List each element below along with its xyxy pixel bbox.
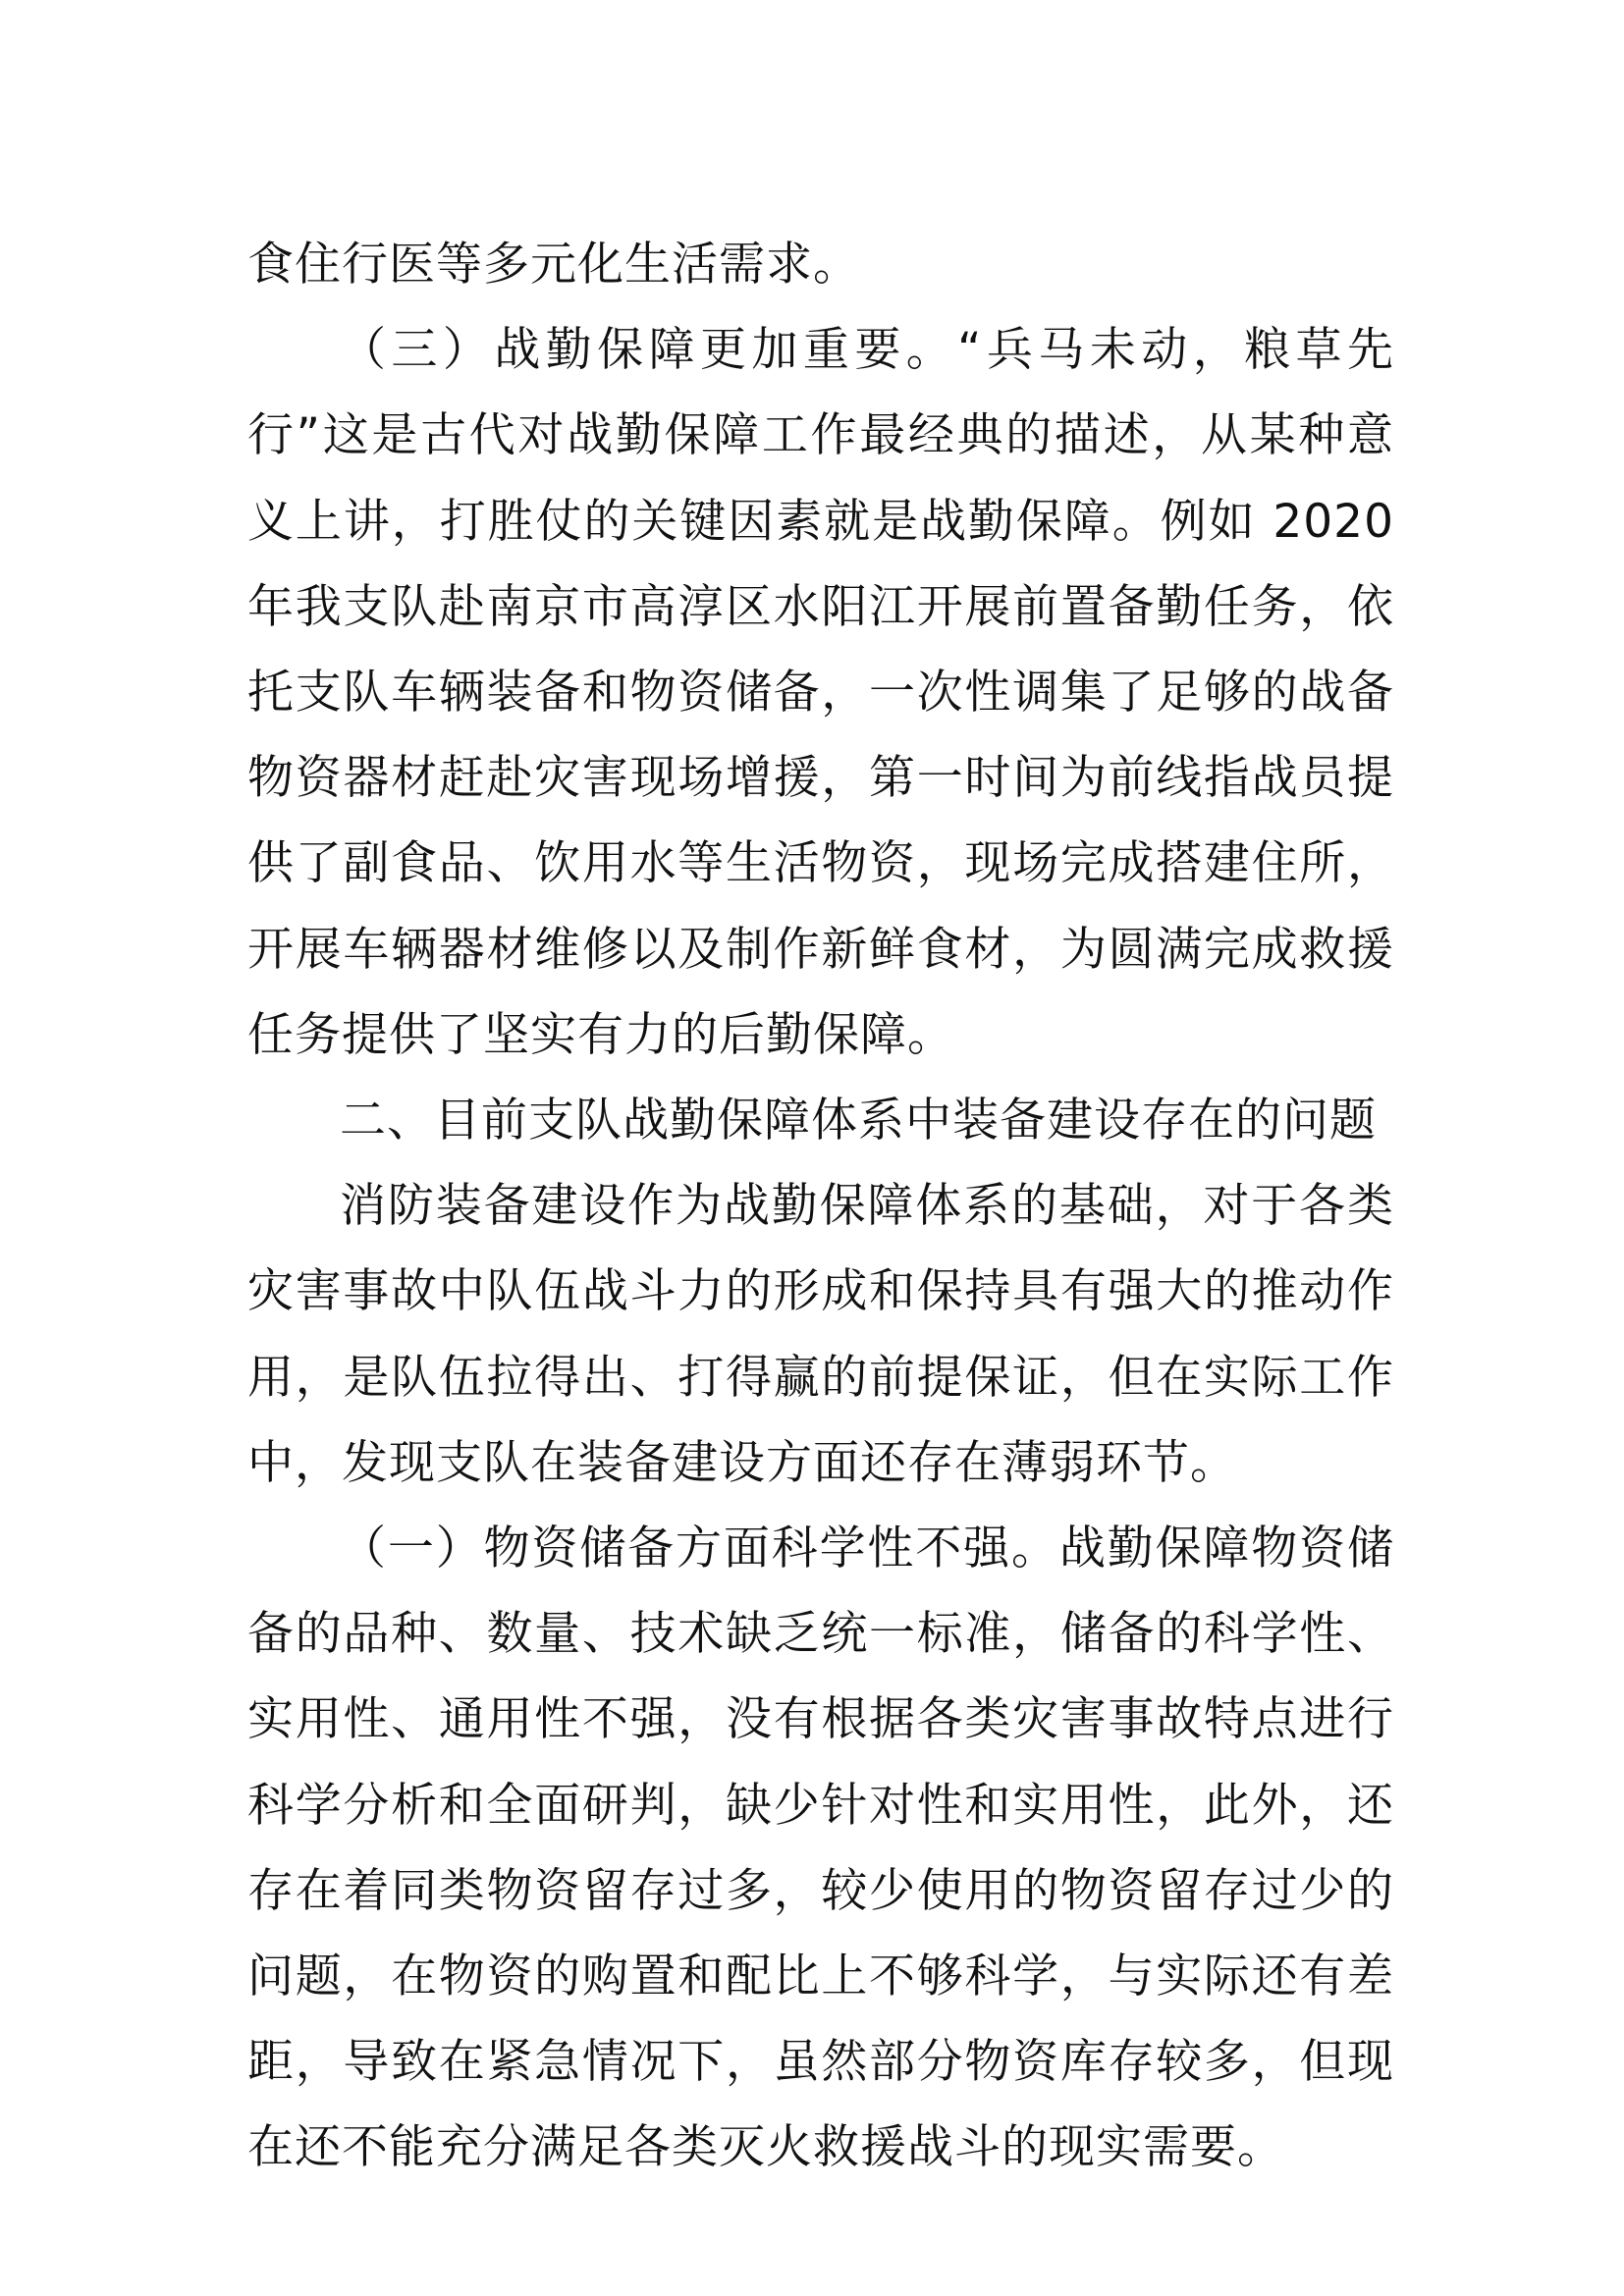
paragraph-section-three: （三）战勤保障更加重要。“兵马未动，粮草先行”这是古代对战勤保障工作最经典的描述，从某种意义上讲，打胜仗的关键因素就是战勤保障。例如 2020 年我支队赴南京市高淳区水阳江开展前置备勤任务，依托支队车辆装备和物资储备，一次性调集了足够的战备物资器材赶赴灾害现场增援，第一时间为前线指战员提供了副食品、饮用水等生活物资，现场完成搭建住所，开展车辆器材维修以及制作新鲜食材，为圆满完成救援任务提供了坚实有力的后勤保障。 <box>247 323 1394 1062</box>
paragraph-subsection-one: （一）物资储备方面科学性不强。战勤保障物资储备的品种、数量、技术缺乏统一标准，储备的科学性、实用性、通用性不强，没有根据各类灾害事故特点进行科学分析和全面研判，缺少针对性和实用性，此外，还存在着同类物资留存过多，较少使用的物资留存过少的问题，在物资的购置和配比上不够科学，与实际还有差距，导致在紧急情况下，虽然部分物资库存较多，但现在还不能充分满足各类灭火救援战斗的现实需要。 <box>247 1522 1394 2175</box>
section-heading-two: 二、目前支队战勤保障体系中装备建设存在的问题 <box>340 1094 1377 1148</box>
paragraph-continuation: 食住行医等多元化生活需求。 <box>247 238 860 292</box>
document-body <box>247 222 1394 2191</box>
paragraph-equipment-intro: 消防装备建设作为战勤保障体系的基础，对于各类灾害事故中队伍战斗力的形成和保持具有强大的推动作用，是队伍拉得出、打得赢的前提保证，但在实际工作中，发现支队在装备建设方面还存在薄弱环节。 <box>247 1179 1394 1490</box>
